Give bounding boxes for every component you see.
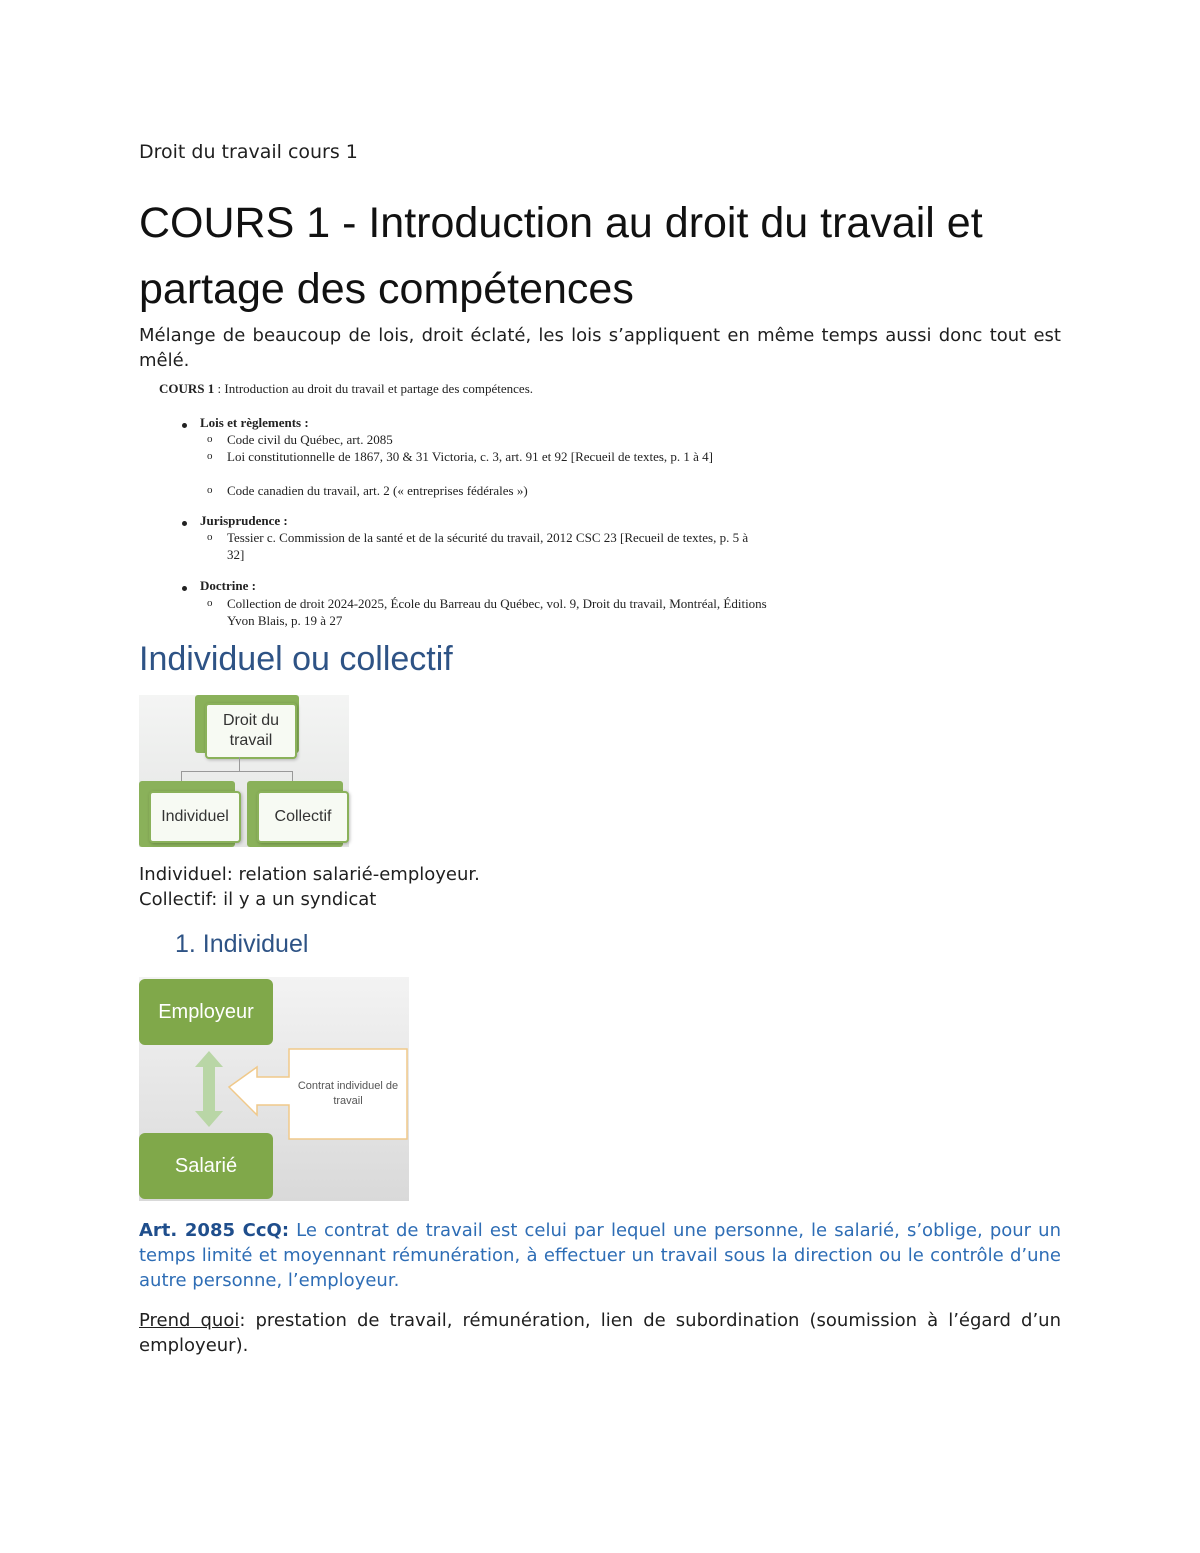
course-outline-image <box>155 378 765 633</box>
node-individuel: Individuel <box>149 791 241 843</box>
definition-individuel: Individuel: relation salarié-employeur. <box>139 864 480 885</box>
connector-line <box>292 771 293 781</box>
outline-header-bold: COURS 1 <box>159 381 215 396</box>
outline-section-label: Doctrine : <box>200 578 256 593</box>
article-label: Art. 2085 CcQ: <box>139 1220 290 1241</box>
connector-line <box>181 771 182 781</box>
individual-contract-diagram <box>139 977 409 1201</box>
prend-quoi-text: : prestation de travail, rémunération, lien de subordination (soumission à l’égard d’un employeur). <box>139 1310 1061 1356</box>
node-droit-du-travail: Droit du travail <box>205 703 297 759</box>
double-arrow-icon <box>189 1049 229 1129</box>
prend-quoi-paragraph <box>139 1308 1061 1358</box>
outline-item: o Collection de droit 2024-2025, École du Barreau du Québec, vol. 9, Droit du travail, Montréal, Éditions Yvon Blais, p. 19 à 27 <box>227 595 767 629</box>
node-collectif: Collectif <box>257 791 349 843</box>
outline-section-label: Jurisprudence : <box>200 513 288 528</box>
document-subtitle: Droit du travail cours 1 <box>139 141 358 163</box>
section-heading-individuel: 1. Individuel <box>175 930 309 958</box>
connector-line <box>181 771 293 772</box>
connector-line <box>239 757 240 771</box>
outline-item: o Tessier c. Commission de la santé et de la sécurité du travail, 2012 CSC 23 [Recueil de textes, p. 5 à 32] <box>227 529 767 563</box>
definition-collectif: Collectif: il y a un syndicat <box>139 889 377 910</box>
node-employeur: Employeur <box>139 979 273 1045</box>
outline-item: o Code canadien du travail, art. 2 (« entreprises fédérales ») <box>227 482 767 499</box>
individuel-collectif-definitions <box>139 862 480 912</box>
outline-section-label: Lois et règlements : <box>200 415 309 430</box>
callout-label: Contrat individuel de travail <box>297 1080 399 1107</box>
node-salarie: Salarié <box>139 1133 273 1199</box>
intro-paragraph: Mélange de beaucoup de lois, droit éclaté, les lois s’appliquent en même temps aussi donc tout est mêlé. <box>139 325 1061 371</box>
prend-quoi-label: Prend quoi <box>139 1310 240 1331</box>
article-2085-paragraph <box>139 1218 1061 1293</box>
page-title: COURS 1 - Introduction au droit du travail et partage des compétences <box>139 199 983 313</box>
outline-item: o Code civil du Québec, art. 2085 <box>227 431 767 448</box>
outline-header <box>159 381 533 397</box>
section-heading-individuel-collectif: Individuel ou collectif <box>139 640 453 678</box>
droit-du-travail-diagram <box>139 695 349 847</box>
article-text: Le contrat de travail est celui par lequel une personne, le salarié, s’oblige, pour un temps limité et moyennant rémunération, à effectuer un travail sous la direction ou le contrôle d’une autre personne, l’employeur. <box>139 1220 1061 1291</box>
outline-header-rest: : Introduction au droit du travail et partage des compétences. <box>214 381 534 396</box>
outline-item: o Loi constitutionnelle de 1867, 30 & 31 Victoria, c. 3, art. 91 et 92 [Recueil de textes, p. 1 à 4] <box>227 448 767 465</box>
